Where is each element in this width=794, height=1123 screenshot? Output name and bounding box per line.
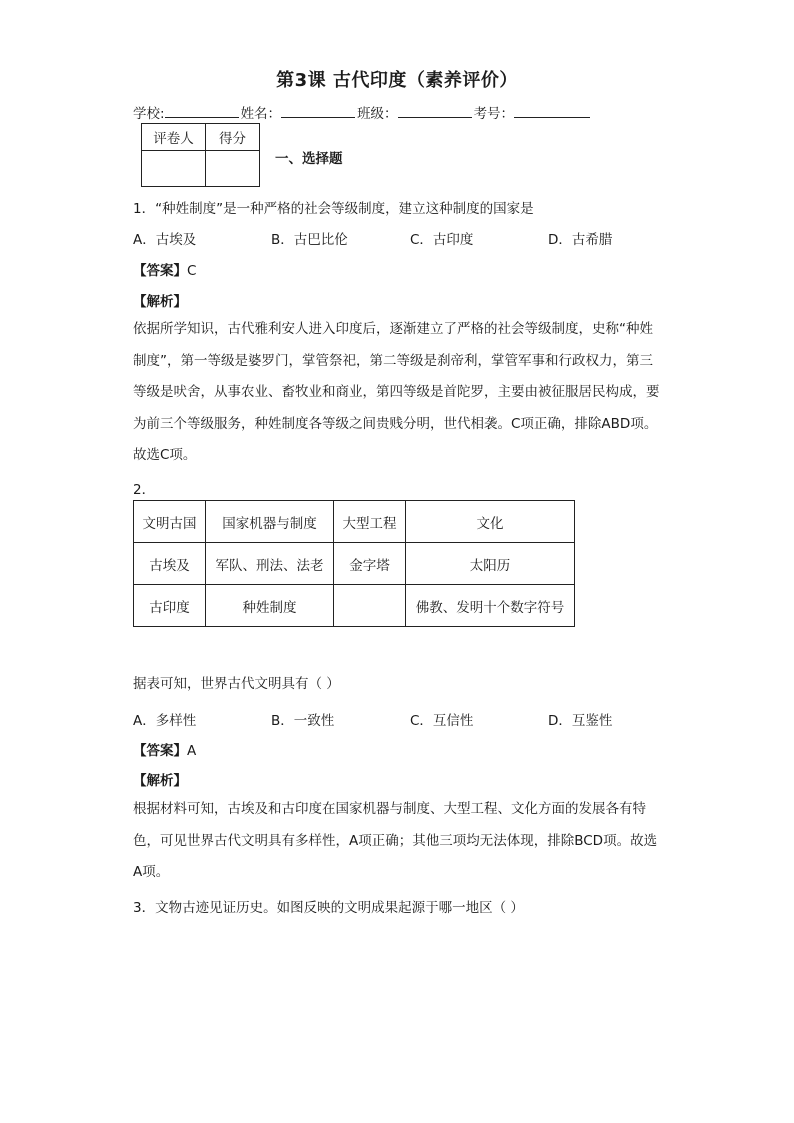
class-label: 班级： <box>357 106 398 122</box>
name-label: 姓名： <box>240 106 282 122</box>
q2-answer-value: A <box>187 743 197 759</box>
exam-no-blank[interactable] <box>514 103 590 118</box>
q1-option-a: A．古埃及 <box>133 232 197 248</box>
school-blank[interactable] <box>165 103 239 118</box>
q2-option-a: A．多样性 <box>133 713 197 729</box>
score-header: 得分 <box>206 124 260 151</box>
q3-stem: 3．文物古迹见证历史。如图反映的文明成果起源于哪一地区（ ） <box>133 900 524 916</box>
table-cell: 太阳历 <box>406 543 575 585</box>
q2-analysis: 根据材料可知，古埃及和古印度在国家机器与制度、大型工程、文化方面的发展各有特色，可见世界古代文明具有多样性，A项正确；其他三项均无法体现，排除BCD项。故选A项。 <box>133 801 658 880</box>
school-label: 学校: <box>133 106 165 122</box>
page-title: 第3课 古代印度（素养评价） <box>276 70 518 91</box>
q1-answer <box>133 259 196 279</box>
q2-option-c: C．互信性 <box>410 713 474 729</box>
q2-answer <box>133 739 196 759</box>
q1-answer-value: C <box>187 263 197 279</box>
table-cell: 佛教、发明十个数字符号 <box>406 585 575 627</box>
name-blank[interactable] <box>281 103 355 118</box>
table-cell: 种姓制度 <box>206 585 334 627</box>
reviewer-header: 评卷人 <box>142 124 206 151</box>
table-header-cell: 国家机器与制度 <box>206 501 334 543</box>
table-row <box>134 585 575 627</box>
section-title: 一、选择题 <box>275 151 343 167</box>
table-cell: 金字塔 <box>334 543 406 585</box>
table-cell: 军队、刑法、法老 <box>206 543 334 585</box>
table-cell: 古印度 <box>134 585 206 627</box>
q2-option-d: D．互鉴性 <box>548 713 613 729</box>
table-header-cell: 文明古国 <box>134 501 206 543</box>
table-cell <box>334 585 406 627</box>
grading-table <box>141 123 260 187</box>
reviewer-cell[interactable] <box>142 151 206 187</box>
q1-analysis-tag: 【解析】 <box>133 294 187 310</box>
student-info-line <box>133 102 592 122</box>
q1-option-b: B．古巴比伦 <box>271 232 348 248</box>
table-header-cell: 大型工程 <box>334 501 406 543</box>
q2-analysis-tag: 【解析】 <box>133 773 187 789</box>
table-cell: 古埃及 <box>134 543 206 585</box>
class-blank[interactable] <box>398 103 472 118</box>
table-header-cell: 文化 <box>406 501 575 543</box>
score-cell[interactable] <box>206 151 260 187</box>
q1-option-c: C．古印度 <box>410 232 474 248</box>
q2-option-b: B．一致性 <box>271 713 335 729</box>
q1-stem: 1．“种姓制度”是一种严格的社会等级制度，建立这种制度的国家是 <box>133 201 534 217</box>
table-row <box>134 543 575 585</box>
civilization-table <box>133 500 575 627</box>
exam-no-label: 考号： <box>473 106 515 122</box>
q1-answer-tag: 【答案】 <box>133 263 187 279</box>
q1-option-d: D．古希腊 <box>548 232 613 248</box>
q2-stem: 据表可知，世界古代文明具有（ ） <box>133 676 340 692</box>
q1-analysis: 依据所学知识，古代雅利安人进入印度后，逐渐建立了严格的社会等级制度，史称“种姓制度”，第一等级是婆罗门，掌管祭祀，第二等级是刹帝利，掌管军事和行政权力，第三等级是吠舍，从事农业、畜牧业和商业，第四等级是首陀罗，主要由被征服居民构成，要为前三个等级服务，种姓制度各等级之间贵贱分明，世代相袭。C项正确，排除ABD项。故选C项。 <box>133 321 660 463</box>
q2-number: 2． <box>133 482 156 498</box>
q2-answer-tag: 【答案】 <box>133 743 187 759</box>
